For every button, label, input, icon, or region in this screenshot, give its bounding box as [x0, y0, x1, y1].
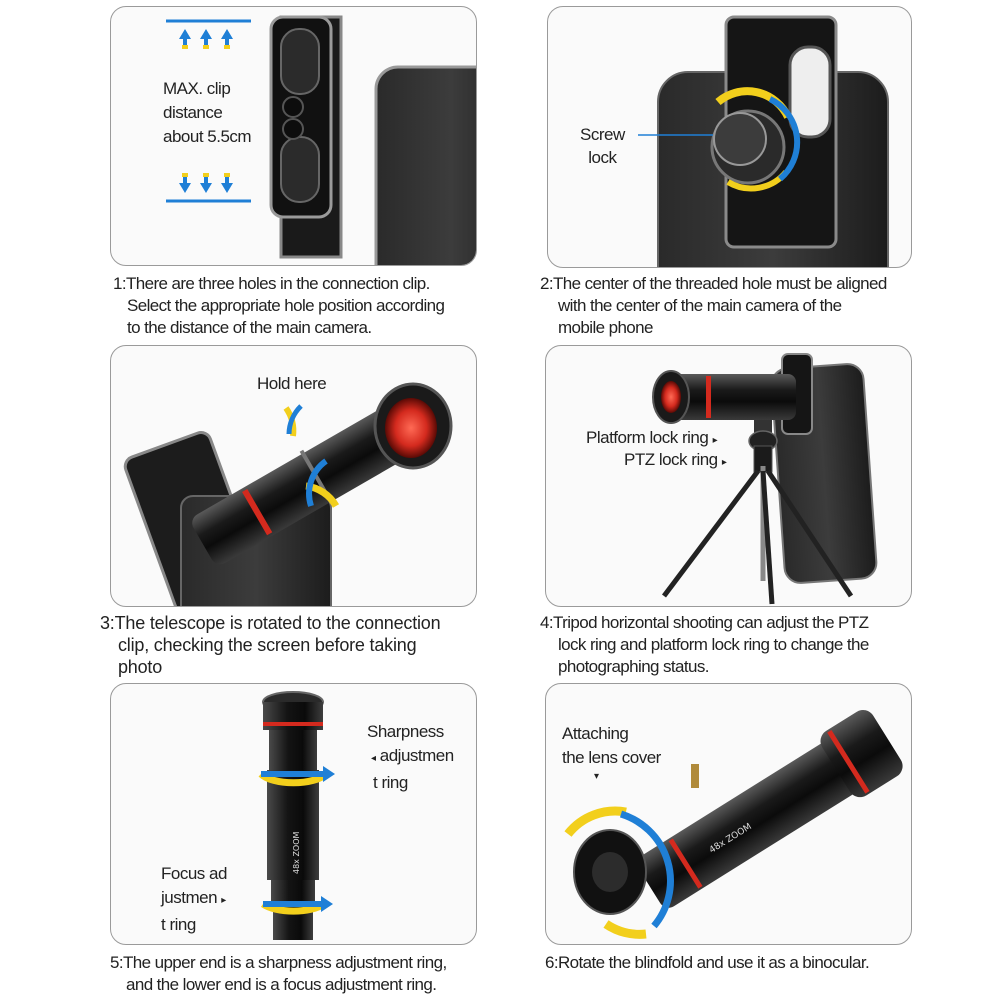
panel-adjustment-rings — [110, 683, 477, 945]
arrow-left-icon: ◂ — [371, 753, 376, 764]
arrow-up-icon — [179, 29, 233, 49]
panel-clip-holes — [110, 6, 477, 266]
caption-step-3: 3:The telescope is rotated to the connection clip, checking the screen before taking photo — [100, 613, 441, 677]
lens-print-text: 48x ZOOM — [707, 821, 754, 856]
panel-screw-lock — [547, 6, 912, 268]
caption-step-4: 4:Tripod horizontal shooting can adjust the PTZ lock ring and platform lock ring to change the photographing status. — [540, 613, 869, 676]
clip-distance-label: MAX. clip distance about 5.5cm — [163, 79, 252, 146]
caption-step-1: 1:There are three holes in the connection clip. Select the appropriate hole position according to the distance of the main camera. — [113, 274, 445, 337]
focus-ring-label: Focus ad justmen ▸ t ring — [161, 864, 227, 934]
lens-print-text: 48x ZOOM — [292, 831, 301, 874]
arrow-right-icon: ▸ — [721, 457, 727, 468]
panel-telescope-rotate — [110, 345, 477, 607]
panel-blindfold — [545, 683, 912, 945]
lens-cover-label: Attaching the lens cover ▾ — [562, 724, 661, 782]
hold-here-label: Hold here — [257, 374, 327, 393]
arrow-down-icon — [179, 173, 233, 193]
tripod-illustration — [546, 346, 912, 607]
arrow-right-icon: ▸ — [712, 435, 718, 446]
sharpness-ring-label: Sharpness ◂ adjustmen t ring — [367, 722, 454, 792]
panel-tripod — [545, 345, 912, 607]
arrow-down-icon: ▾ — [594, 771, 599, 782]
caption-step-2: 2:The center of the threaded hole must be aligned with the center of the main camera of the mobile phone — [540, 274, 887, 337]
platform-lock-ring-label: Platform lock ring ▸ — [586, 428, 718, 447]
caption-step-6: 6:Rotate the blindfold and use it as a binocular. — [545, 953, 870, 972]
arrow-right-icon: ▸ — [221, 895, 226, 906]
screw-lock-label: Screw lock — [580, 125, 625, 167]
ptz-lock-ring-label: PTZ lock ring ▸ — [624, 450, 727, 469]
caption-step-5: 5:The upper end is a sharpness adjustment ring, and the lower end is a focus adjustment ring. — [110, 953, 447, 994]
